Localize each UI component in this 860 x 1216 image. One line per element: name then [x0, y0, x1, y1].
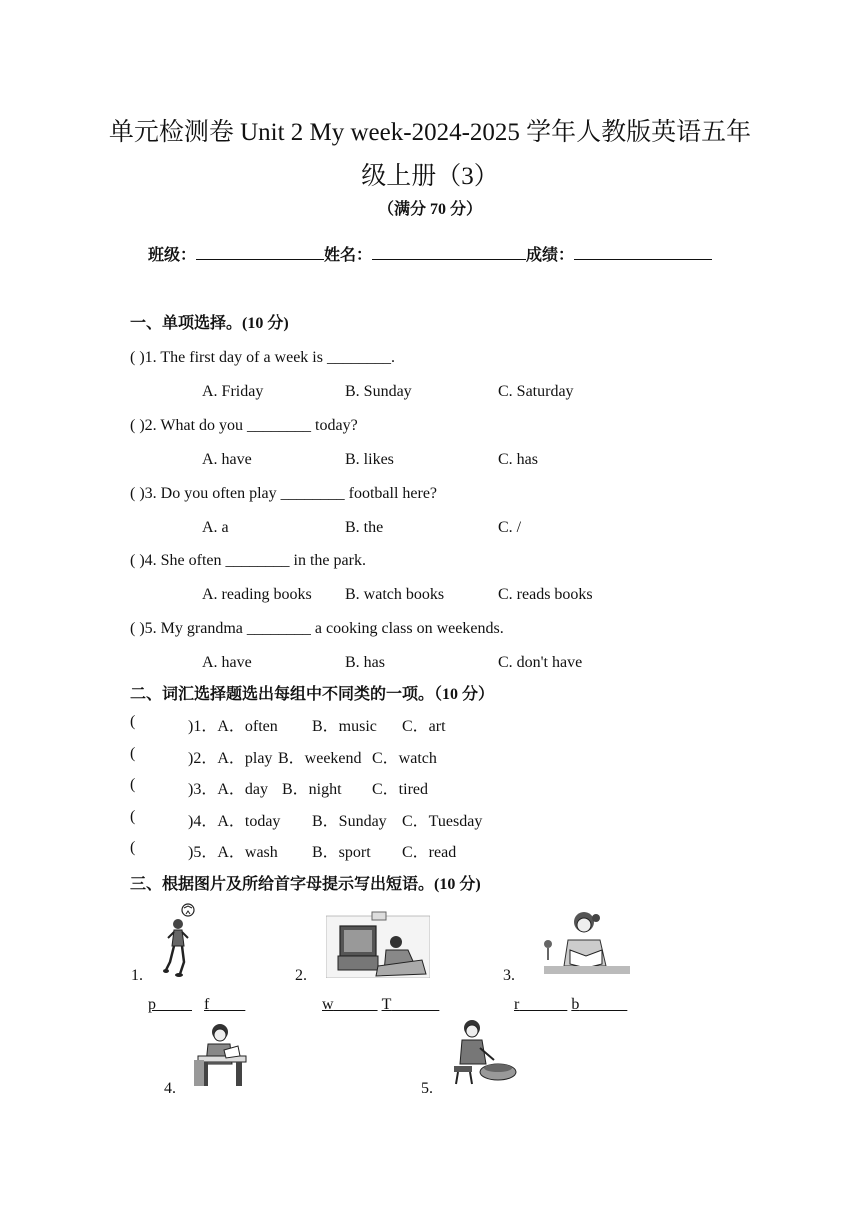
hint-1[interactable]: [148, 996, 245, 1014]
vocab-item-1-paren: (: [130, 713, 136, 730]
vocab-item-2-option-b[interactable]: B．weekend: [278, 750, 362, 767]
vocab-item-4-paren: (: [130, 808, 136, 825]
page-title-line2: 级上册（3）: [361, 163, 499, 190]
question-4-option-b[interactable]: B. watch books: [345, 586, 445, 603]
vocab-item-3-paren: (: [130, 776, 136, 793]
question-2-option-c[interactable]: C. has: [498, 451, 538, 468]
vocab-item-2-paren: (: [130, 745, 136, 762]
vocab-item-5-option-a[interactable]: )5．A．wash: [188, 844, 278, 861]
vocab-item-4-option-b[interactable]: B．Sunday: [312, 813, 387, 830]
hint-2-letter-t: T: [381, 996, 392, 1013]
question-1-option-b[interactable]: B. Sunday: [345, 383, 412, 400]
hint-3-letter-b: b: [571, 996, 580, 1013]
name-label: 姓名：: [324, 247, 373, 264]
question-1-option-a[interactable]: A. Friday: [202, 383, 264, 400]
man-watching-tv-icon: [326, 908, 430, 978]
question-3-option-b[interactable]: B. the: [345, 519, 384, 536]
vocab-item-3-option-c[interactable]: C．tired: [372, 781, 428, 798]
question-5-stem: ( )5. My grandma ________ a cooking class on weekends.: [130, 620, 504, 637]
vocab-item-5-paren: (: [130, 839, 136, 856]
vocab-item-5-option-c[interactable]: C．read: [402, 844, 457, 861]
picture-3-label: 3.: [503, 967, 515, 984]
vocab-item-2-option-a[interactable]: )2．A．play: [188, 750, 273, 767]
question-1-stem: ( )1. The first day of a week is ________.: [130, 349, 395, 366]
boy-doing-homework-icon: [194, 1020, 248, 1086]
question-2-option-a[interactable]: A. have: [202, 451, 252, 468]
vocab-item-5-option-b[interactable]: B．sport: [312, 844, 371, 861]
vocab-item-4-option-c[interactable]: C．Tuesday: [402, 813, 483, 830]
vocab-item-1-option-a[interactable]: )1．A．often: [188, 718, 278, 735]
student-info-row: [148, 242, 712, 265]
picture-2-label: 2.: [295, 967, 307, 984]
question-2-stem: ( )2. What do you ________ today?: [130, 417, 358, 434]
picture-1-label: 1.: [131, 967, 143, 984]
vocab-item-4-option-a[interactable]: )4．A．today: [188, 813, 281, 830]
grade-blank[interactable]: [574, 245, 712, 260]
hint-3-letter-r: r: [514, 996, 520, 1013]
question-3-option-c[interactable]: C. /: [498, 519, 522, 536]
question-5-option-b[interactable]: B. has: [345, 654, 385, 671]
hint-2[interactable]: [322, 996, 439, 1014]
vocab-item-3-option-a[interactable]: )3．A．day: [188, 781, 268, 798]
vocab-item-2-option-c[interactable]: C．watch: [372, 750, 437, 767]
class-label: 班级：: [148, 247, 197, 264]
section-1-heading: 一、单项选择。(10 分): [130, 315, 289, 332]
question-4-option-a[interactable]: A. reading books: [202, 586, 312, 603]
question-3-stem: ( )3. Do you often play ________ football here?: [130, 485, 438, 502]
girl-reading-book-icon: [538, 910, 630, 976]
question-1-option-c[interactable]: C. Saturday: [498, 383, 574, 400]
hint-1-letter-f: f: [204, 996, 210, 1013]
grade-label: 成绩：: [526, 247, 575, 264]
question-2-option-b[interactable]: B. likes: [345, 451, 394, 468]
name-blank[interactable]: [372, 245, 526, 260]
vocab-item-1-option-c[interactable]: C．art: [402, 718, 446, 735]
section-3-heading: 三、根据图片及所给首字母提示写出短语。(10 分): [130, 876, 481, 893]
question-3-option-a[interactable]: A. a: [202, 519, 229, 536]
question-5-option-a[interactable]: A. have: [202, 654, 252, 671]
girl-washing-clothes-icon: [450, 1018, 518, 1088]
boy-playing-football-icon: [160, 902, 202, 980]
picture-5-label: 5.: [421, 1080, 433, 1097]
full-score-note: （满分 70 分）: [377, 201, 482, 218]
question-5-option-c[interactable]: C. don't have: [498, 654, 583, 671]
page-title: 单元检测卷 Unit 2 My week-2024-2025 学年人教版英语五年: [108, 119, 752, 146]
question-4-stem: ( )4. She often ________ in the park.: [130, 552, 366, 569]
vocab-item-3-option-b[interactable]: B．night: [282, 781, 342, 798]
hint-1-letter-p: p: [148, 996, 156, 1013]
picture-4-label: 4.: [164, 1080, 176, 1097]
class-blank[interactable]: [196, 245, 324, 260]
hint-3[interactable]: [514, 996, 627, 1014]
hint-2-letter-w: w: [322, 996, 334, 1013]
question-4-option-c[interactable]: C. reads books: [498, 586, 593, 603]
section-2-heading: 二、词汇选择题选出每组中不同类的一项。（10 分）: [130, 686, 495, 703]
vocab-item-1-option-b[interactable]: B．music: [312, 718, 377, 735]
